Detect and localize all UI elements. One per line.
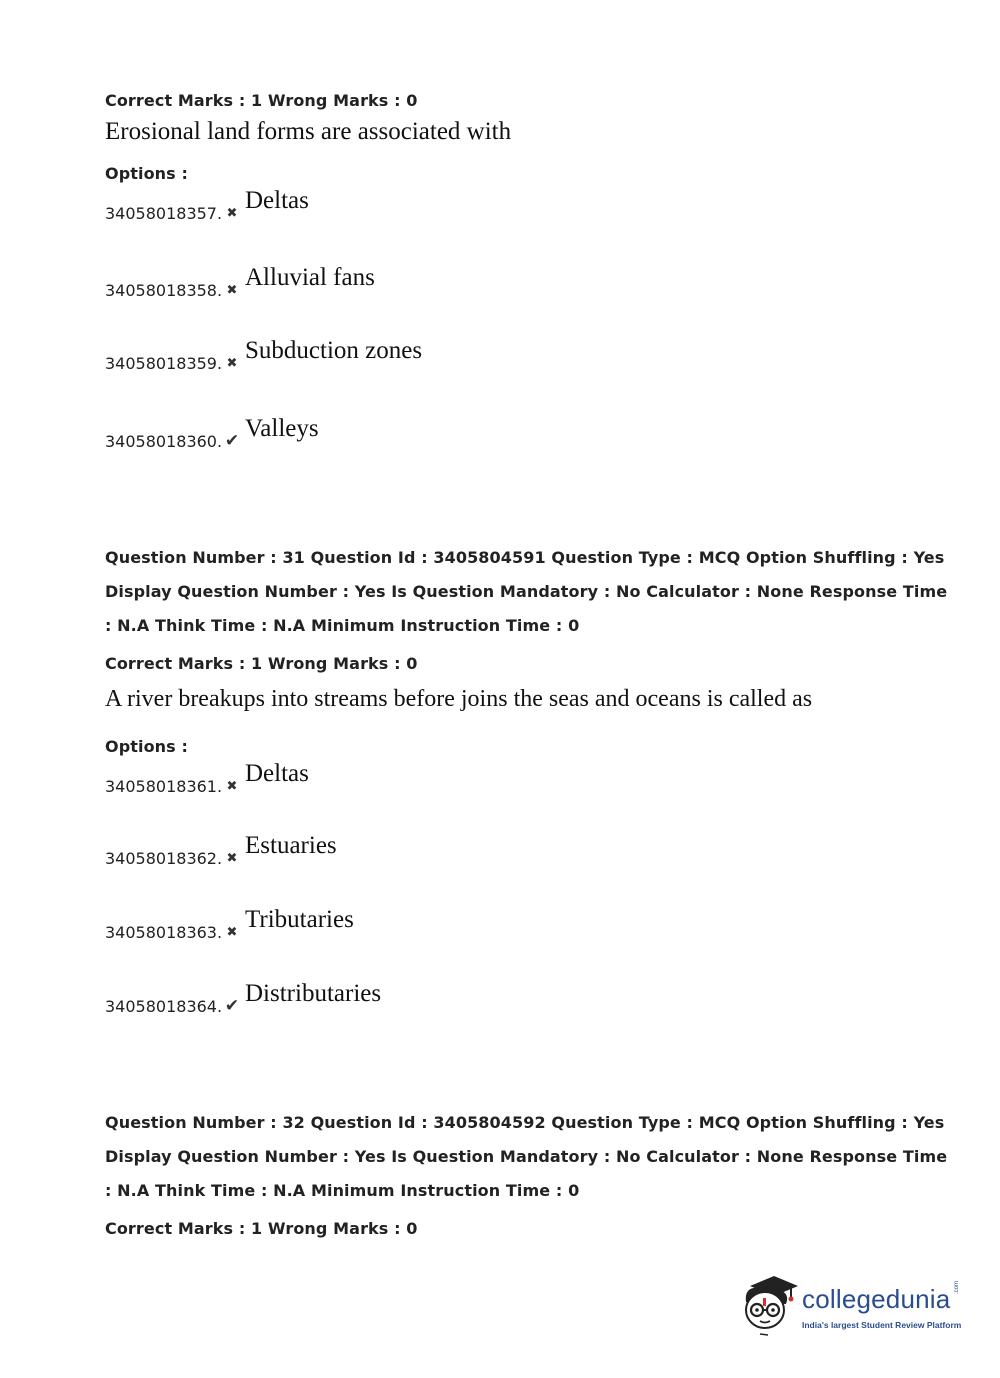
options-label: Options : [105, 737, 188, 756]
option-text: Alluvial fans [245, 264, 375, 291]
marks-info: Correct Marks : 1 Wrong Marks : 0 [105, 91, 418, 110]
wrong-cross-icon: ✖ [226, 925, 238, 940]
collegedunia-logo [740, 1272, 970, 1338]
correct-check-icon: ✔ [224, 431, 240, 451]
option-text: Deltas [245, 760, 309, 787]
option-text: Subduction zones [245, 337, 423, 364]
option-id: 34058018359. [105, 354, 223, 373]
logo-tagline: India's largest Student Review Platform [802, 1320, 962, 1330]
options-label: Options : [105, 164, 188, 183]
question-header-line: Display Question Number : Yes Is Question Mandatory : No Calculator : None Response Time [105, 582, 948, 601]
option-id: 34058018360. [105, 432, 223, 451]
option-id: 34058018362. [105, 849, 223, 868]
question-header-line: Display Question Number : Yes Is Question Mandatory : No Calculator : None Response Time [105, 1147, 948, 1166]
option-id: 34058018357. [105, 204, 223, 223]
option-text: Deltas [245, 187, 309, 214]
question-header-line: : N.A Think Time : N.A Minimum Instruction Time : 0 [105, 1181, 580, 1200]
option-text: Estuaries [245, 832, 337, 859]
wrong-cross-icon: ✖ [226, 283, 238, 298]
marks-info: Correct Marks : 1 Wrong Marks : 0 [105, 1219, 418, 1238]
option-text: Valleys [245, 415, 319, 442]
option-id: 34058018361. [105, 777, 223, 796]
question-header-line: Question Number : 32 Question Id : 3405804592 Question Type : MCQ Option Shuffling : Yes [105, 1113, 945, 1132]
mascot-icon [740, 1272, 800, 1338]
logo-wordmark: collegedunia [802, 1284, 951, 1314]
question-header-line: Question Number : 31 Question Id : 3405804591 Question Type : MCQ Option Shuffling : Yes [105, 548, 945, 567]
wrong-cross-icon: ✖ [226, 851, 238, 866]
wrong-cross-icon: ✖ [226, 779, 238, 794]
option-text: Distributaries [245, 980, 382, 1007]
wrong-cross-icon: ✖ [226, 356, 238, 371]
question-text: A river breakups into streams before joins the seas and oceans is called as [105, 686, 813, 712]
logo-dotcom: .com [954, 1280, 960, 1294]
option-id: 34058018358. [105, 281, 223, 300]
marks-info: Correct Marks : 1 Wrong Marks : 0 [105, 654, 418, 673]
question-header-line: : N.A Think Time : N.A Minimum Instruction Time : 0 [105, 616, 580, 635]
option-id: 34058018363. [105, 923, 223, 942]
correct-check-icon: ✔ [224, 996, 240, 1016]
option-id: 34058018364. [105, 997, 223, 1016]
question-text: Erosional land forms are associated with [105, 118, 512, 145]
wrong-cross-icon: ✖ [226, 206, 238, 221]
option-text: Tributaries [245, 906, 354, 933]
